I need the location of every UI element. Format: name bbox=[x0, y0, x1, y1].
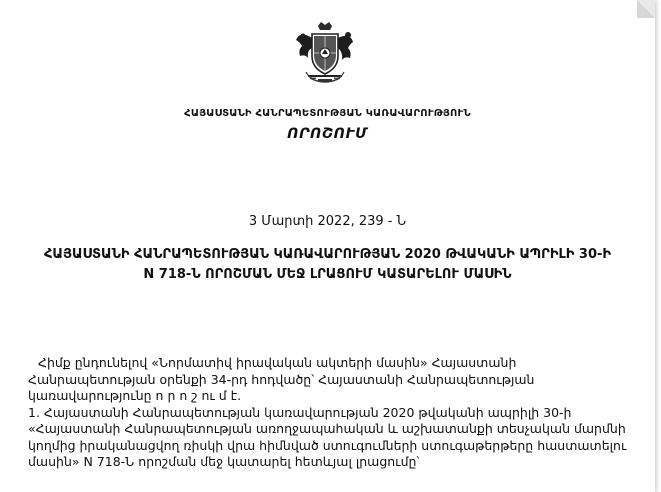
decision-date-number: 3 Մարտի 2022, 239 - Ն bbox=[248, 214, 407, 229]
decision-heading: ՈՐՈՇՈՒՄ bbox=[287, 126, 368, 142]
document-title bbox=[20, 245, 635, 285]
government-name: ՀԱՅԱՍՏԱՆԻ ՀԱՆՐԱՊԵՏՈՒԹՅԱՆ ԿԱՌԱՎԱՐՈՒԹՅՈՒՆ bbox=[184, 108, 471, 119]
preamble-paragraph: Հիմք ընդունելով «Նորմատիվ իրավական ակտերի մասին» Հայաստանի Հանրապետության օրենքի 34-րդ հոդվածը՝ Հայաստանի Հանրապետության կառավարությունը ո ր ո շ ու մ է. bbox=[28, 355, 535, 403]
title-line-1: ՀԱՅԱՍՏԱՆԻ ՀԱՆՐԱՊԵՏՈՒԹՅԱՆ ԿԱՌԱՎԱՐՈՒԹՅԱՆ 2020 ԹՎԱԿԱՆԻ ԱՊՐԻԼԻ 30-Ի bbox=[43, 247, 612, 262]
title-line-2: N 718-Ն ՈՐՈՇՄԱՆ ՄԵՋ ԼՐԱՑՈՒՄ ԿԱՏԱՐԵԼՈՒ ՄԱՍԻՆ bbox=[143, 267, 512, 282]
document-body bbox=[28, 355, 640, 471]
page-corner-fold bbox=[637, 0, 655, 18]
coat-of-arms-icon bbox=[290, 20, 360, 90]
clause-1-paragraph: 1. Հայաստանի Հանրապետության կառավարության 2020 թվականի ապրիլի 30-ի «Հայաստանի Հանրապետության առողջապահական և աշխատանքի տեսչական մարմնի կողմից իրականացվող ռիսկի վրա հիմնված ստուգումների ստուգաթերթերը հաստատելու մասին» N 718-Ն որոշման մեջ կատարել հետևյալ լրացումը՝ bbox=[28, 404, 627, 469]
